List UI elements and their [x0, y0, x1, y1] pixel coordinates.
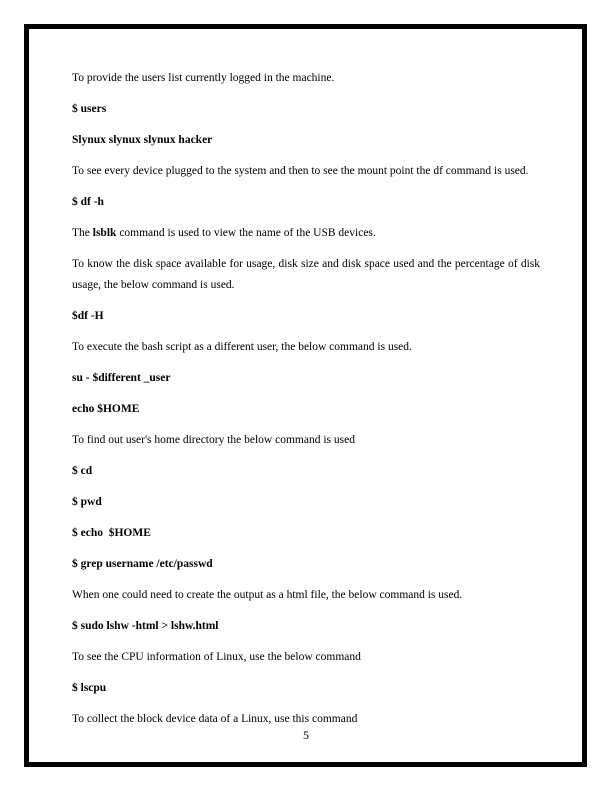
paragraph — [72, 223, 540, 244]
command-line: $ df -h — [72, 196, 104, 208]
command-line: $ users — [72, 103, 107, 115]
command-line: $ grep username /etc/passwd — [72, 558, 213, 570]
command-line: echo $HOME — [72, 403, 140, 415]
paragraph: To see the CPU information of Linux, use the below command — [72, 651, 361, 663]
document-body — [72, 68, 540, 740]
command-line: $ sudo lshw -html > lshw.html — [72, 620, 219, 632]
paragraph-text: The — [72, 227, 93, 239]
paragraph-text: command is used to view the name of the USB devices. — [116, 227, 376, 239]
command-line: $df -H — [72, 310, 104, 322]
paragraph: To know the disk space available for usage, disk size and disk space used and the percentage of disk usage, the below command is used. — [72, 258, 540, 291]
command-line: $ lscpu — [72, 682, 107, 694]
command-name: lsblk — [92, 227, 117, 239]
page-number: 5 — [303, 728, 309, 742]
command-line: su - $different _user — [72, 372, 171, 384]
command-output: Slynux slynux slynux hacker — [72, 134, 213, 146]
paragraph: When one could need to create the output as a html file, the below command is used. — [72, 589, 463, 601]
paragraph: To see every device plugged to the system and then to see the mount point the df command is used. — [72, 165, 529, 177]
command-line: $ pwd — [72, 496, 102, 508]
paragraph: To collect the block device data of a Linux, use this command — [72, 713, 358, 725]
command-line: $ echo $HOME — [72, 527, 151, 539]
paragraph: To find out user's home directory the below command is used — [72, 434, 355, 446]
command-line: $ cd — [72, 465, 93, 477]
paragraph: To execute the bash script as a different user, the below command is used. — [72, 341, 412, 353]
paragraph: To provide the users list currently logged in the machine. — [72, 72, 335, 84]
